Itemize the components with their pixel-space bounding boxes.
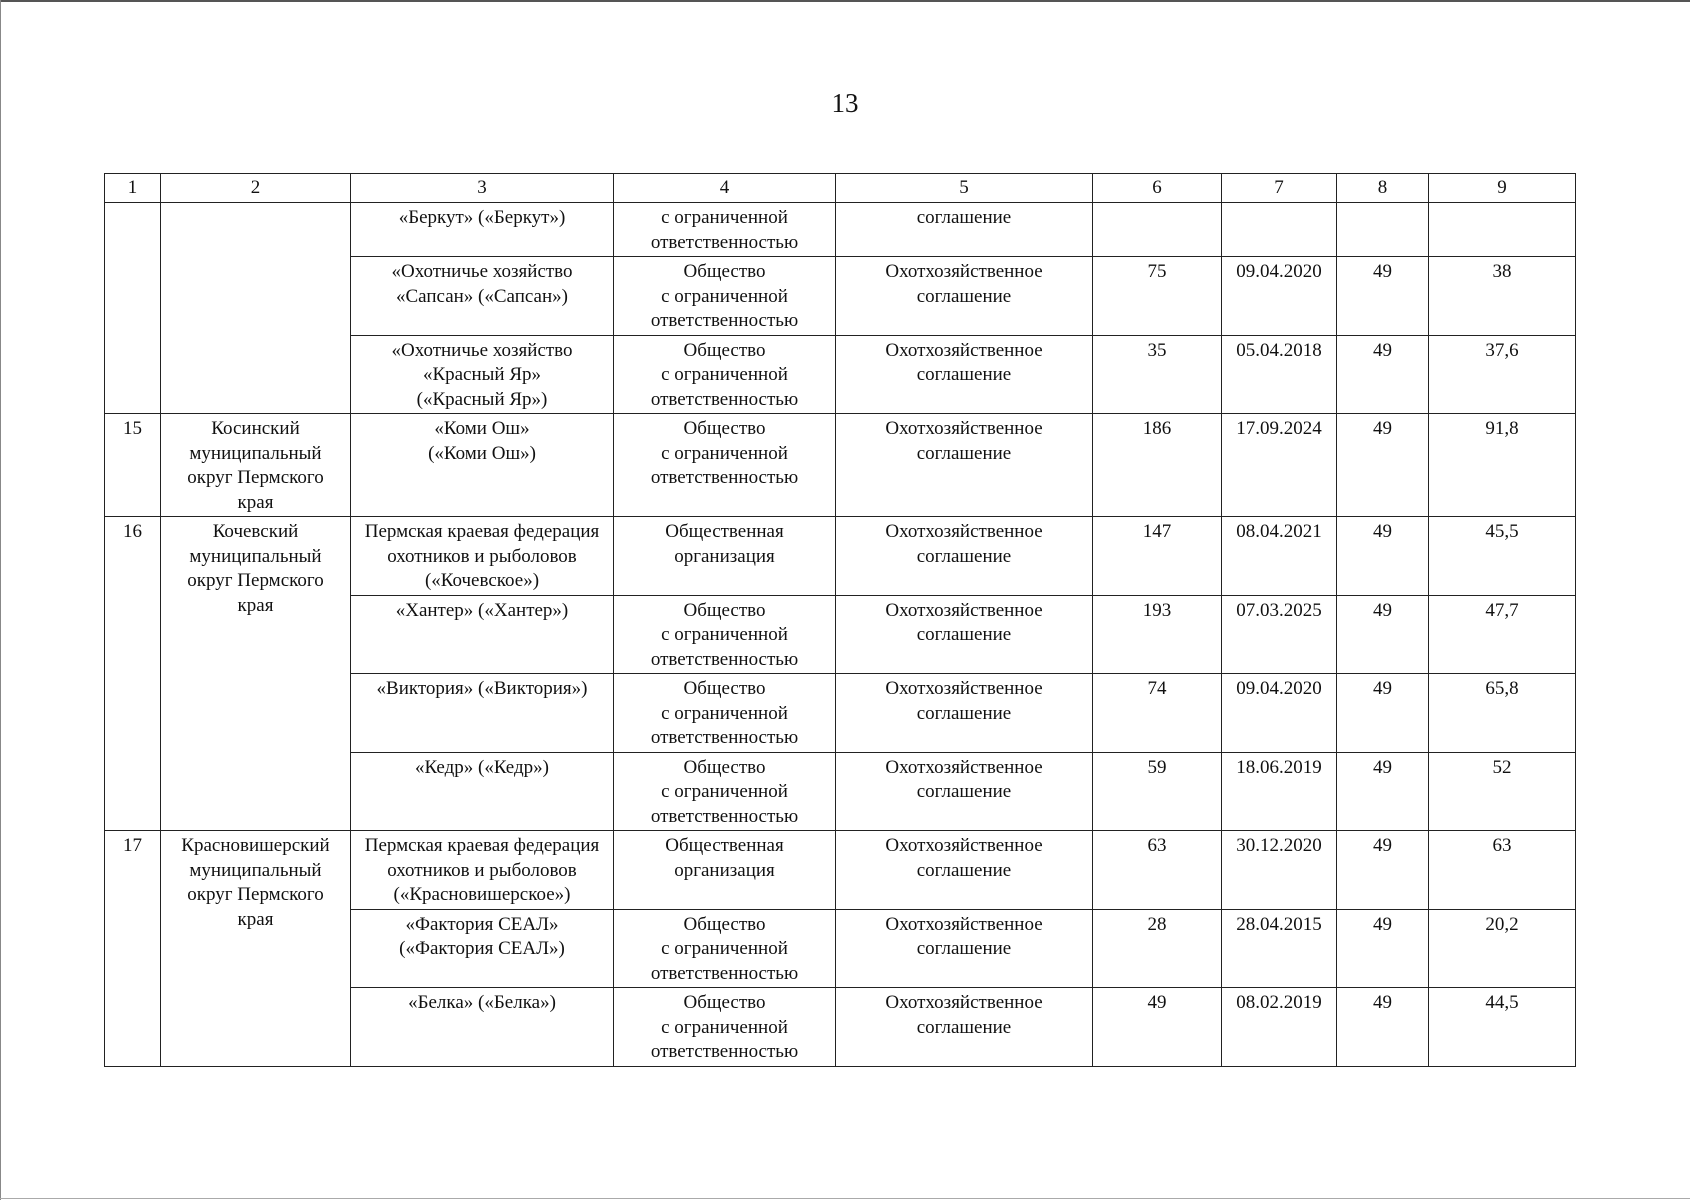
- organization-name-cell: «Охотничье хозяйство «Красный Яр» («Красный Яр»): [351, 335, 614, 414]
- column-6-cell: 28: [1093, 909, 1222, 988]
- column-8-cell: 49: [1337, 257, 1429, 336]
- table-row: [105, 203, 1576, 257]
- district-cell: Красновишерский муниципальный округ Пермского края: [161, 831, 351, 1067]
- organization-name-cell: Пермская краевая федерация охотников и рыболовов («Красновишерское»): [351, 831, 614, 910]
- header-cell: 5: [836, 174, 1093, 203]
- organization-name-cell: «Кедр» («Кедр»): [351, 752, 614, 831]
- legal-form-cell: Общество с ограниченной ответственностью: [614, 674, 836, 753]
- district-cell: [161, 203, 351, 414]
- header-cell: 1: [105, 174, 161, 203]
- date-cell: 09.04.2020: [1222, 257, 1337, 336]
- legal-form-cell: Общественная организация: [614, 831, 836, 910]
- organization-name-cell: «Коми Ош» («Коми Ош»): [351, 414, 614, 517]
- column-9-cell: 63: [1429, 831, 1576, 910]
- column-6-cell: 74: [1093, 674, 1222, 753]
- column-8-cell: 49: [1337, 674, 1429, 753]
- organization-name-cell: «Хантер» («Хантер»): [351, 595, 614, 674]
- column-8-cell: 49: [1337, 414, 1429, 517]
- document-type-cell: Охотхозяйственное соглашение: [836, 335, 1093, 414]
- legal-form-cell: Общество с ограниченной ответственностью: [614, 752, 836, 831]
- column-6-cell: 193: [1093, 595, 1222, 674]
- table-row: [105, 831, 1576, 910]
- column-6-cell: 49: [1093, 988, 1222, 1067]
- date-cell: 08.02.2019: [1222, 988, 1337, 1067]
- column-8-cell: 49: [1337, 909, 1429, 988]
- date-cell: 05.04.2018: [1222, 335, 1337, 414]
- date-cell: 30.12.2020: [1222, 831, 1337, 910]
- document-type-cell: соглашение: [836, 203, 1093, 257]
- column-9-cell: 65,8: [1429, 674, 1576, 753]
- date-cell: 08.04.2021: [1222, 517, 1337, 596]
- page-number: 13: [831, 88, 859, 118]
- date-cell: [1222, 203, 1337, 257]
- column-8-cell: 49: [1337, 517, 1429, 596]
- row-number-cell: 16: [105, 517, 161, 831]
- legal-form-cell: Общество с ограниченной ответственностью: [614, 414, 836, 517]
- organization-name-cell: «Виктория» («Виктория»): [351, 674, 614, 753]
- legal-form-cell: Общество с ограниченной ответственностью: [614, 257, 836, 336]
- scan-bottom-edge: [0, 1198, 1690, 1199]
- header-cell: 4: [614, 174, 836, 203]
- column-9-cell: 37,6: [1429, 335, 1576, 414]
- column-6-cell: 186: [1093, 414, 1222, 517]
- column-9-cell: [1429, 203, 1576, 257]
- header-cell: 6: [1093, 174, 1222, 203]
- legal-form-cell: с ограниченной ответственностью: [614, 203, 836, 257]
- date-cell: 17.09.2024: [1222, 414, 1337, 517]
- table-header-row: [105, 174, 1576, 203]
- date-cell: 09.04.2020: [1222, 674, 1337, 753]
- header-cell: 8: [1337, 174, 1429, 203]
- organization-name-cell: «Белка» («Белка»): [351, 988, 614, 1067]
- hunting-grounds-table: [104, 173, 1576, 1067]
- document-type-cell: Охотхозяйственное соглашение: [836, 988, 1093, 1067]
- column-6-cell: [1093, 203, 1222, 257]
- column-8-cell: 49: [1337, 335, 1429, 414]
- scan-top-edge: [0, 0, 1690, 2]
- document-type-cell: Охотхозяйственное соглашение: [836, 909, 1093, 988]
- date-cell: 18.06.2019: [1222, 752, 1337, 831]
- legal-form-cell: Общество с ограниченной ответственностью: [614, 335, 836, 414]
- header-cell: 9: [1429, 174, 1576, 203]
- column-8-cell: 49: [1337, 988, 1429, 1067]
- organization-name-cell: «Охотничье хозяйство «Сапсан» («Сапсан»): [351, 257, 614, 336]
- row-number-cell: 17: [105, 831, 161, 1067]
- table-row: [105, 414, 1576, 517]
- column-9-cell: 52: [1429, 752, 1576, 831]
- column-6-cell: 35: [1093, 335, 1222, 414]
- legal-form-cell: Общество с ограниченной ответственностью: [614, 909, 836, 988]
- legal-form-cell: Общество с ограниченной ответственностью: [614, 988, 836, 1067]
- header-cell: 3: [351, 174, 614, 203]
- document-type-cell: Охотхозяйственное соглашение: [836, 674, 1093, 753]
- document-type-cell: Охотхозяйственное соглашение: [836, 517, 1093, 596]
- column-6-cell: 147: [1093, 517, 1222, 596]
- column-9-cell: 38: [1429, 257, 1576, 336]
- organization-name-cell: «Беркут» («Беркут»): [351, 203, 614, 257]
- header-cell: 7: [1222, 174, 1337, 203]
- table-row: [105, 517, 1576, 596]
- column-9-cell: 20,2: [1429, 909, 1576, 988]
- row-number-cell: 15: [105, 414, 161, 517]
- district-cell: Кочевский муниципальный округ Пермского края: [161, 517, 351, 831]
- legal-form-cell: Общество с ограниченной ответственностью: [614, 595, 836, 674]
- header-cell: 2: [161, 174, 351, 203]
- table-body: [105, 174, 1576, 1067]
- column-9-cell: 91,8: [1429, 414, 1576, 517]
- legal-form-cell: Общественная организация: [614, 517, 836, 596]
- column-6-cell: 75: [1093, 257, 1222, 336]
- column-8-cell: 49: [1337, 752, 1429, 831]
- organization-name-cell: Пермская краевая федерация охотников и рыболовов («Кочевское»): [351, 517, 614, 596]
- column-6-cell: 59: [1093, 752, 1222, 831]
- document-type-cell: Охотхозяйственное соглашение: [836, 831, 1093, 910]
- document-type-cell: Охотхозяйственное соглашение: [836, 752, 1093, 831]
- column-9-cell: 44,5: [1429, 988, 1576, 1067]
- district-cell: Косинский муниципальный округ Пермского края: [161, 414, 351, 517]
- row-number-cell: [105, 203, 161, 414]
- column-8-cell: 49: [1337, 831, 1429, 910]
- document-type-cell: Охотхозяйственное соглашение: [836, 257, 1093, 336]
- date-cell: 28.04.2015: [1222, 909, 1337, 988]
- column-8-cell: 49: [1337, 595, 1429, 674]
- column-9-cell: 47,7: [1429, 595, 1576, 674]
- scan-left-edge: [0, 0, 1, 1200]
- document-type-cell: Охотхозяйственное соглашение: [836, 414, 1093, 517]
- column-9-cell: 45,5: [1429, 517, 1576, 596]
- column-6-cell: 63: [1093, 831, 1222, 910]
- organization-name-cell: «Фактория СЕАЛ» («Фактория СЕАЛ»): [351, 909, 614, 988]
- document-type-cell: Охотхозяйственное соглашение: [836, 595, 1093, 674]
- column-8-cell: [1337, 203, 1429, 257]
- date-cell: 07.03.2025: [1222, 595, 1337, 674]
